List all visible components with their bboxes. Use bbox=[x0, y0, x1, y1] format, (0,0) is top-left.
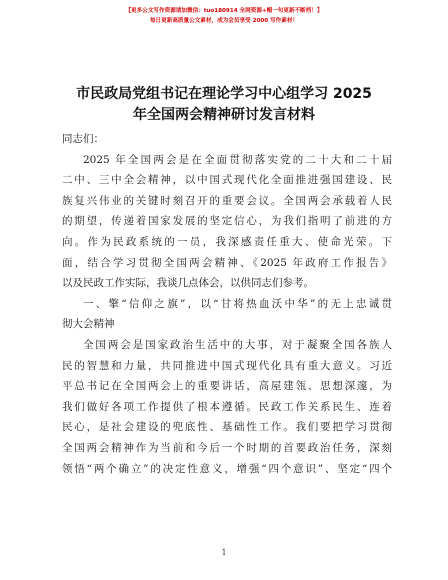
text-line: 的期望，传递着国家发展的坚定信心，为我们指明了前进的方 bbox=[62, 215, 392, 228]
heading-line: 彻大会精神 bbox=[62, 318, 115, 331]
text-line: 向。作为民政系统的一员，我深感责任重大、使命光荣。下 bbox=[62, 235, 392, 248]
text-line: 全国两会精神作为当前和今后一个时期的首要政治任务，深刻 bbox=[62, 441, 392, 454]
promo-banner-line-1: 【更多公文写作资源请加微信：tuo180914 全网资源+帽一句更新不断档！】 bbox=[125, 8, 323, 14]
text-line: 面，结合学习贯彻全国两会精神、《2025 年政府工作报告》 bbox=[62, 256, 392, 269]
title-line-1: 市民政局党组书记在理论学习中心组学习 2025 bbox=[76, 86, 372, 102]
text-line: 二中、三中全会精神，以中国式现代化全面推进强国建设、民 bbox=[62, 174, 392, 187]
text-line: 我们做好各项工作提供了根本遵循。民政工作关系民生、连着 bbox=[62, 400, 392, 413]
text-line: 民的智慧和力量，共同推进中国式现代化具有重大意义。习近 bbox=[62, 359, 392, 372]
text-line: 领悟“两个确立”的决定性意义，增强“四个意识”、坚定“四个 bbox=[62, 462, 392, 475]
text-line: 2025 年全国两会是在全面贯彻落实党的二十大和二十届 bbox=[83, 153, 392, 166]
text-line: 以及民政工作实际，我谈几点体会，以供同志们参考。 bbox=[62, 277, 314, 290]
page-number: 1 bbox=[221, 548, 227, 557]
paragraph-section-1 bbox=[62, 335, 392, 479]
document-title bbox=[40, 84, 408, 126]
text-line: 族复兴伟业的关键时刻召开的重要会议。全国两会承载着人民 bbox=[62, 194, 392, 207]
document-body bbox=[62, 129, 392, 479]
text-line: 民心，是社会建设的兜底性、基础性工作。我们要把学习贯彻 bbox=[62, 421, 392, 434]
heading-line: 一、擎“信仰之旗”，以“甘将热血沃中华”的无上忠诚贯 bbox=[83, 297, 392, 310]
section-heading-1 bbox=[62, 294, 392, 335]
paragraph-intro bbox=[62, 150, 392, 294]
text-line: 全国两会是国家政治生活中的大事，对于凝聚全国各族人 bbox=[83, 338, 392, 351]
salutation: 同志们： bbox=[62, 133, 104, 145]
title-line-2: 年全国两会精神研讨发言材料 bbox=[133, 107, 315, 123]
text-line: 平总书记在全国两会上的重要讲话，高屋建瓴、思想深邃，为 bbox=[62, 380, 392, 393]
promo-banner bbox=[0, 6, 448, 26]
promo-banner-line-2: 每日更新高质量公文素材，成为会员享受 2000 写作素材！ bbox=[149, 18, 299, 24]
